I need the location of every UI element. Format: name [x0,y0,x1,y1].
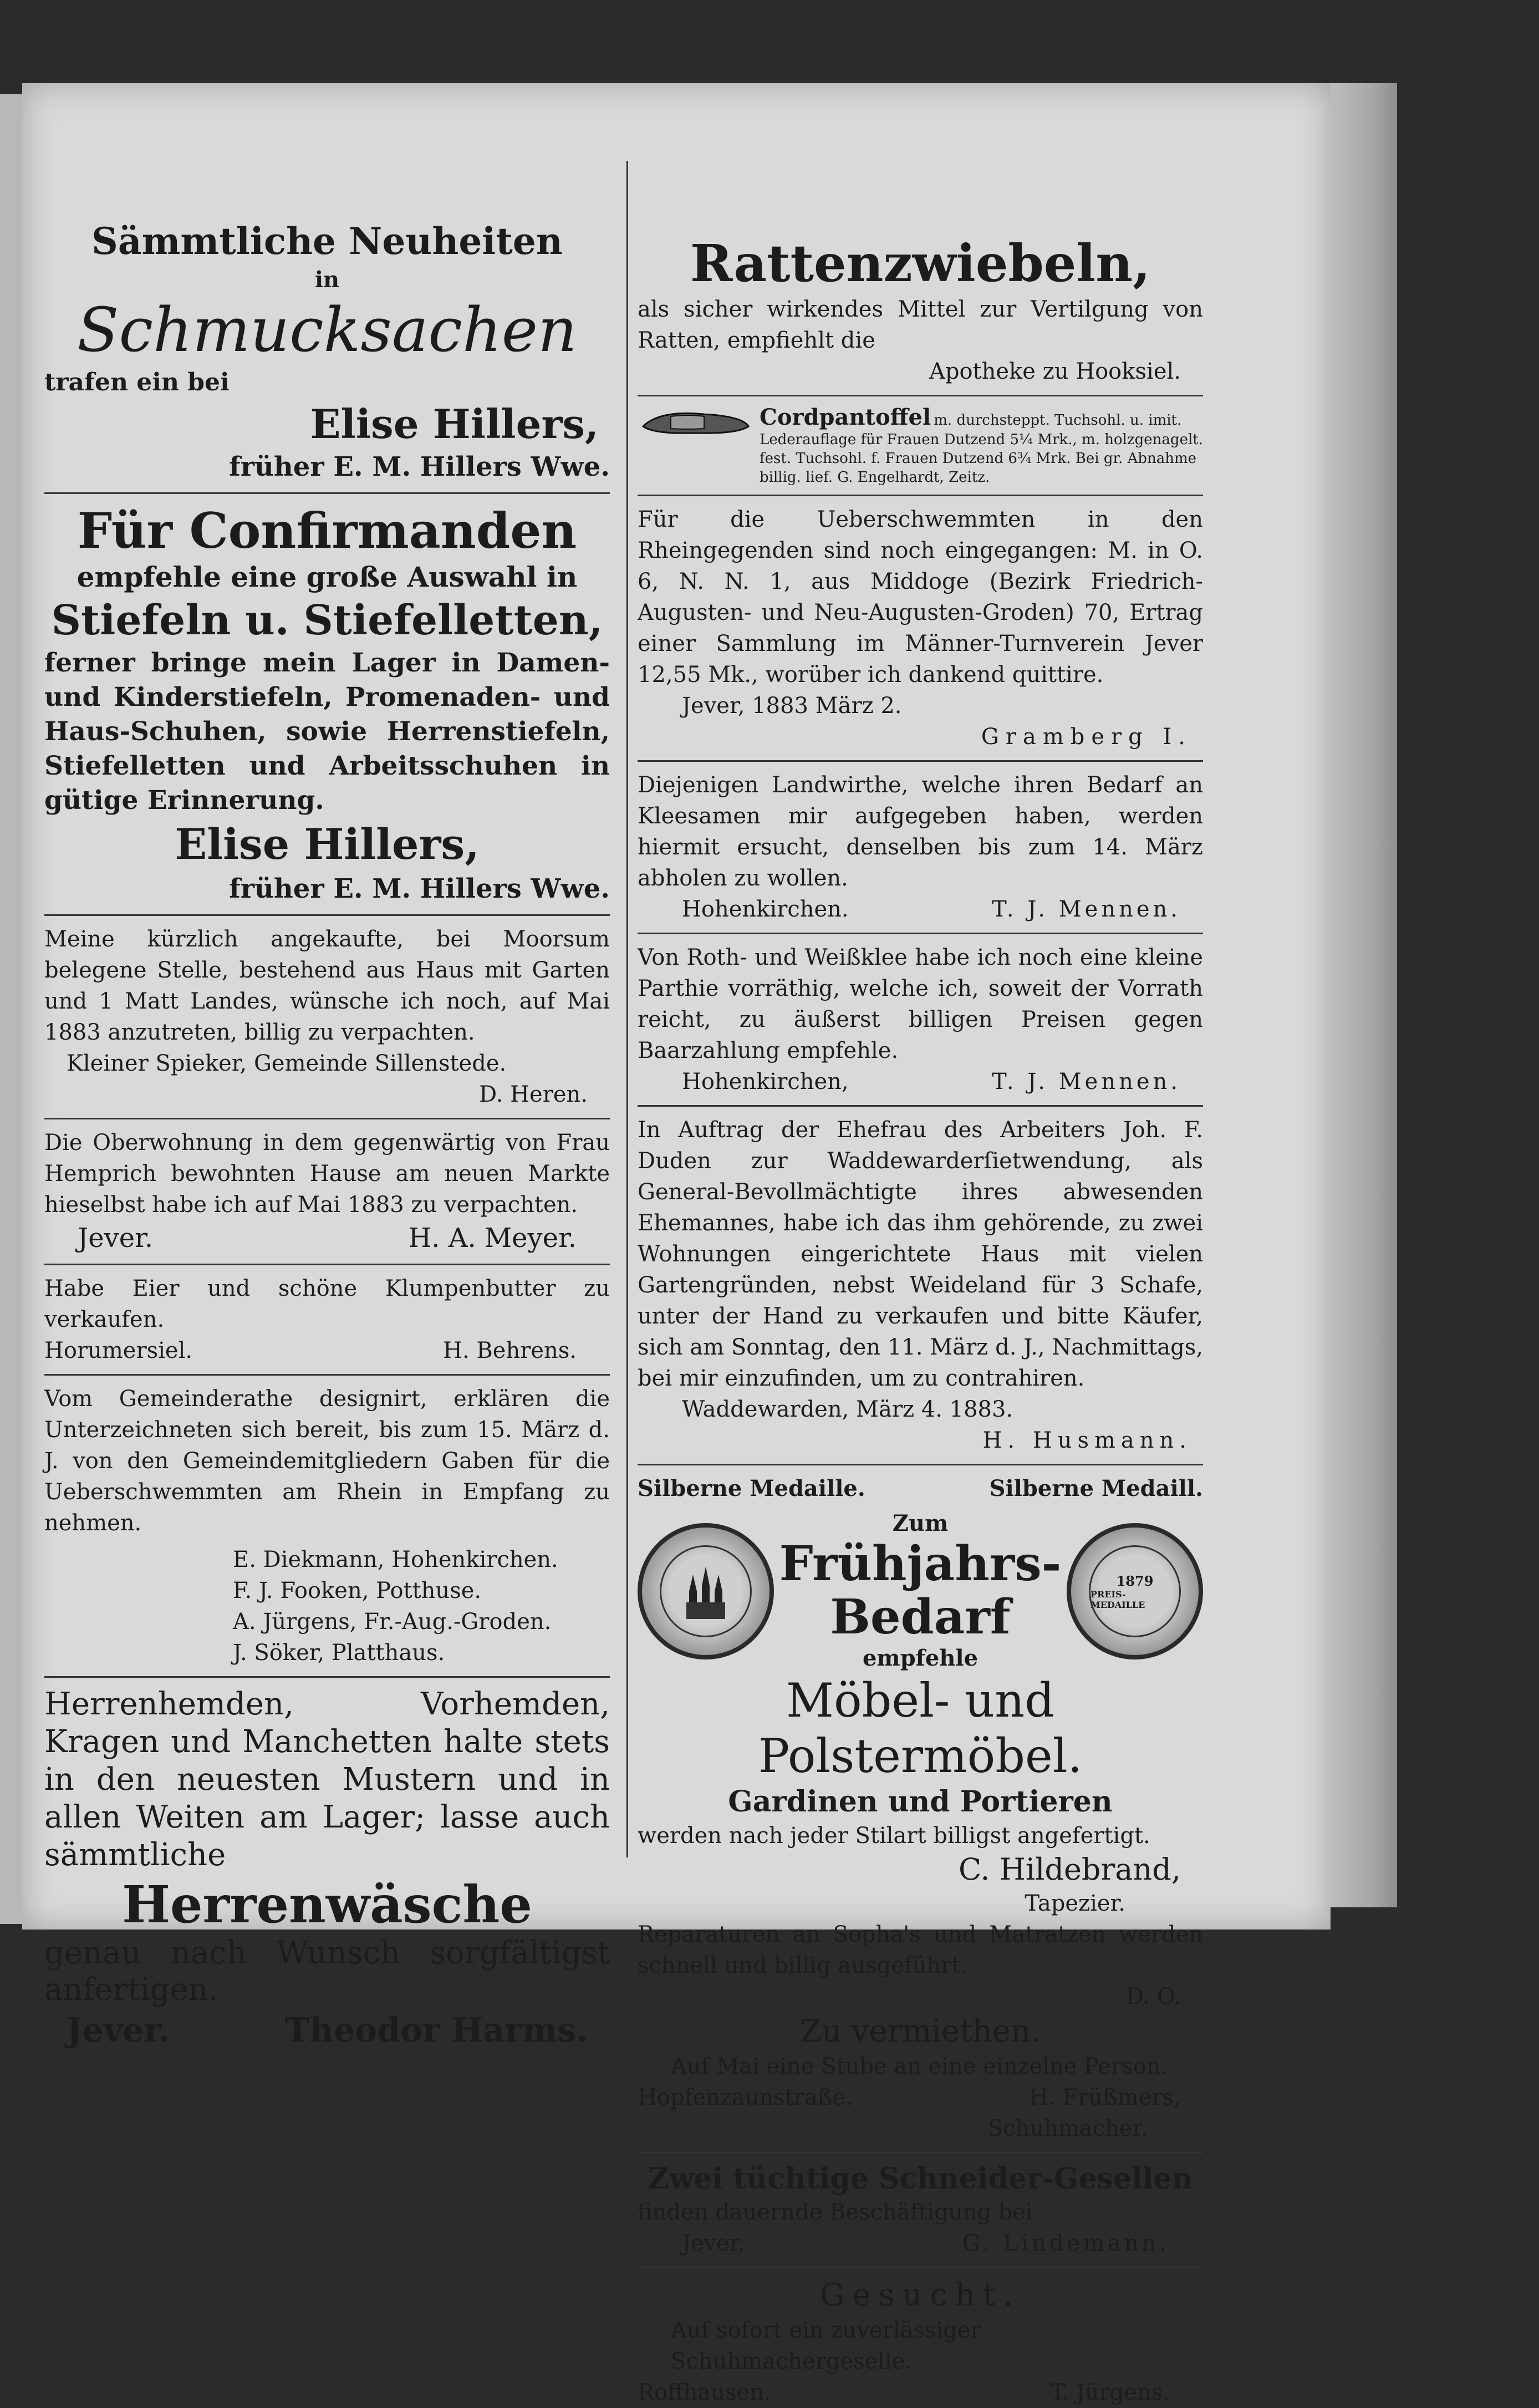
ad-signature: T. J. Mennen. [992,897,1181,922]
ad-body: finden dauernde Beschäftigung bei [638,2200,1033,2225]
ad-body: Reparaturen an Sopha's und Matratzen werden schnell und billig ausgeführt. [638,1922,1203,1978]
ad-subtitle: Gardinen und Portieren [728,1785,1113,1819]
ad-body: Diejenigen Landwirthe, welche ihren Bedarf an Kleesamen mir aufgegeben haben, werden hiermit ersucht, denselben bis zum 14. März abholen zu wollen. [638,772,1203,891]
ad-rattenzwiebeln [638,233,1203,387]
ad-signature: T. J. Mennen. [992,1069,1181,1094]
ad-signature: D. Heren. [479,1082,588,1107]
separator [638,495,1203,496]
ad-heading: Sämmtliche Neuheiten [91,220,563,263]
slipper-illustration-icon [638,404,754,437]
ad-body: Auf Mai eine Stube an eine einzelne Person. [671,2054,1168,2079]
ad-signature: Theodor Harms. [284,2011,588,2050]
ad-text: in [314,267,340,293]
ad-body: Für die Ueberschwemmten in den Rheingegenden sind noch eingegangen: M. in O. 6, N. N. 1, aus Middoge (Bezirk Friedrich-Augusten- und Neu-Augusten-Groden) 70, Ertrag einer Sammlung im Männer-Turnverein Jever 12,55 Mk., worüber ich dankend quittire. [638,507,1203,688]
medal-label: Silberne Medaill. [989,1475,1203,1501]
ad-place: Roffhausen. [638,2380,771,2405]
ad-place: Hopfenzaunstraße. [638,2085,853,2110]
ad-schmucksachen [44,216,610,485]
separator [638,1464,1203,1465]
ad-title: Für Confirmanden [77,502,577,559]
ad-subtitle: Möbel- und Polstermöbel. [758,1673,1083,1783]
ad-oberwohnung [44,1127,610,1256]
ad-body: Von Roth- und Weißklee habe ich noch eine kleine Parthie vorräthig, welche ich, soweit der Vorrath reicht, zu äußerst billigen Preisen gegen Baarzahlung empfehle. [638,945,1203,1063]
ad-vermiethen [638,2012,1203,2144]
separator [44,492,610,494]
separator [44,914,610,916]
right-column [638,150,1203,2408]
ad-text: trafen ein bei [44,368,230,396]
ad-body: Habe Eier und schöne Klumpenbutter zu verkaufen. [44,1276,610,1332]
left-column [44,150,610,2053]
ad-date: Jever, 1883 März 2. [682,693,902,719]
ad-body: genau nach Wunsch sorgfältigst anfertigen. [44,1935,610,2008]
medal-caption: PREIS-MEDAILLE [1090,1589,1145,1610]
ad-body: Herrenhemden, Vorhemden, Kragen und Manchetten halte stets in den neuesten Mustern und in allen Weiten am Lager; lasse auch sämmtliche [44,1686,610,1873]
ad-signature: G. Lindemann. [962,2231,1170,2256]
ad-body: Meine kürzlich angekaufte, bei Moorsum belegene Stelle, bestehend aus Haus mit Garten und 1 Matt Landes, wünsche ich noch, auf Mai 1883 anzutreten, billig zu verpachten. [44,926,610,1045]
ad-text: empfehle [862,1645,979,1671]
ad-body: In Auftrag der Ehefrau des Arbeiters Joh. F. Duden zur Waddewarderſietwendung, als General-Bevollmächtigte ihres abwesenden Ehemannes, habe ich das ihm gehörende, zu zwei Wohnungen eingerichtete Haus mit vielen Gartengründen, nebst Weideland für 3 Schafe, unter der Hand zu verkaufen und bitte Käufer, sich am Sonntag, den 11. März d. J., Nachmittags, bei mir einzufinden, um zu contrahiren. [638,1117,1203,1391]
ad-signer: A. Jürgens, Fr.-Aug.-Groden. [233,1609,552,1635]
separator [638,2267,1203,2268]
ad-signature: T. Jürgens. [1050,2380,1170,2405]
ad-signature: H. Behrens. [443,1338,577,1363]
ad-kleesamen [638,770,1203,925]
book-page-edges [1331,83,1397,1907]
ad-signature: H. A. Meyer. [408,1223,577,1254]
ad-place: Jever. [682,2231,745,2256]
ad-haus-verkauf [638,1114,1203,1456]
ad-title: Rattenzwiebeln, [690,233,1151,293]
ad-title: Zwei tüchtige Schneider-Gesellen [648,2162,1193,2196]
ad-body: Die Oberwohnung in dem gegenwärtig von Frau Hemprich bewohnten Hause am neuen Markte hieselbst habe ich auf Mai 1883 zu verpachten. [44,1130,610,1218]
ad-subtitle: Stiefeln u. Stiefelletten, [51,597,603,644]
ad-place: Horumersiel. [44,1338,193,1363]
ad-title: Frühjahrs- [779,1536,1062,1592]
ad-signature: D. O. [1125,1984,1181,2009]
ad-cordpantoffel [638,404,1203,487]
ad-text: Zum [892,1510,949,1536]
ad-title: Schmucksachen [77,294,577,365]
ad-place: Hohenkirchen. [682,897,849,922]
ad-eier [44,1273,610,1366]
prize-medal-icon [1067,1523,1203,1659]
ad-signature: Apotheke zu Hooksiel. [929,359,1181,384]
column-divider [626,161,628,1857]
ad-signer: J. Söker, Platthaus. [233,1640,445,1666]
ad-former-name: früher E. M. Hillers Wwe. [229,451,610,482]
ad-body: m. durchsteppt. Tuchsohl. u. imit. Lederauflage für Frauen Dutzend 5¼ Mrk., m. holzgenagelt. fest. Tuchsohl. f. Frauen Dutzend 6¾ Mrk. Bei gr. Abnahme billig. lief. G. Engelhardt, Zeitz. [760,412,1203,486]
ad-gemeinderath [44,1383,610,1668]
ad-signer: F. J. Fooken, Potthuse. [233,1578,482,1603]
ad-signature: Gramberg I. [981,724,1192,750]
ad-body: Auf sofort ein zuverlässiger Schuhmachergeselle. [671,2318,981,2374]
ad-text: empfehle eine große Auswahl in [77,561,578,593]
ad-ueberschwemmte [638,504,1203,752]
ad-name: Elise Hillers, [175,819,480,869]
ad-place: Jever. [67,2011,170,2050]
previous-page-edge [0,94,22,1924]
medal-year: 1879 [1116,1572,1154,1589]
ad-title: Bedarf [830,1589,1011,1645]
ad-body: Vom Gemeinderathe designirt, erklären die Unterzeichneten sich bereit, bis zum 15. März d. J. von den Gemeindemitgliedern Gaben für die Ueberschwemmten am Rhein in Empfang zu nehmen. [44,1386,610,1536]
ad-body: als sicher wirkendes Mittel zur Vertilgung von Ratten, empfiehlt die [638,297,1203,353]
ad-name: Elise Hillers, [310,400,599,447]
ad-place: Hohenkirchen, [682,1069,849,1094]
ad-trade: Schuhmacher. [987,2116,1148,2141]
ad-former-name: früher E. M. Hillers Wwe. [229,873,610,904]
ad-signature: H. Husmann. [982,1428,1192,1453]
newspaper-page [22,83,1331,2405]
ad-date: Waddewarden, März 4. 1883. [682,1397,1013,1422]
medal-label: Silberne Medaille. [638,1475,865,1501]
separator [638,933,1203,934]
separator [638,1105,1203,1107]
ad-title: Herrenwäsche [122,1875,532,1934]
ad-body: werden nach jeder Stilart billigst angefertigt. [638,1823,1150,1849]
ad-schneider [638,2161,1203,2259]
ad-title: Cordpantoffel [760,404,931,430]
separator [44,1118,610,1119]
ad-title: Zu vermiethen. [799,2013,1041,2049]
separator [638,760,1203,762]
ad-body: ferner bringe mein Lager in Damen- und Kinderstiefeln, Promenaden- und Haus-Schuhen, sowie Herrenstiefeln, Stiefelletten und Arbeitsschuhen in gütige Erinnerung. [44,648,610,816]
separator [44,1374,610,1376]
ad-place: Jever. [78,1223,154,1254]
ad-title: Gesucht. [819,2277,1021,2313]
separator [44,1676,610,1678]
ad-stelle [44,924,610,1110]
separator [638,395,1203,396]
separator [638,2152,1203,2154]
ad-signer: E. Diekmann, Hohenkirchen. [233,1547,558,1572]
separator [44,1264,610,1265]
ad-signature: H. Früßmers, [1029,2085,1181,2110]
ad-signature: C. Hildebrand, [959,1852,1181,1887]
ad-herrenwaesche [44,1686,610,2053]
ad-trade: Tapezier. [1025,1891,1125,1916]
ad-place: Kleiner Spieker, Gemeinde Sillenstede. [67,1051,507,1076]
exhibition-seal-icon [638,1523,774,1659]
ad-confirmanden [44,502,610,907]
ad-klee [638,942,1203,1097]
ad-gesucht [638,2276,1203,2408]
ad-fruehjahrsbedarf [638,1473,1203,2012]
church-icon [681,1564,731,1619]
